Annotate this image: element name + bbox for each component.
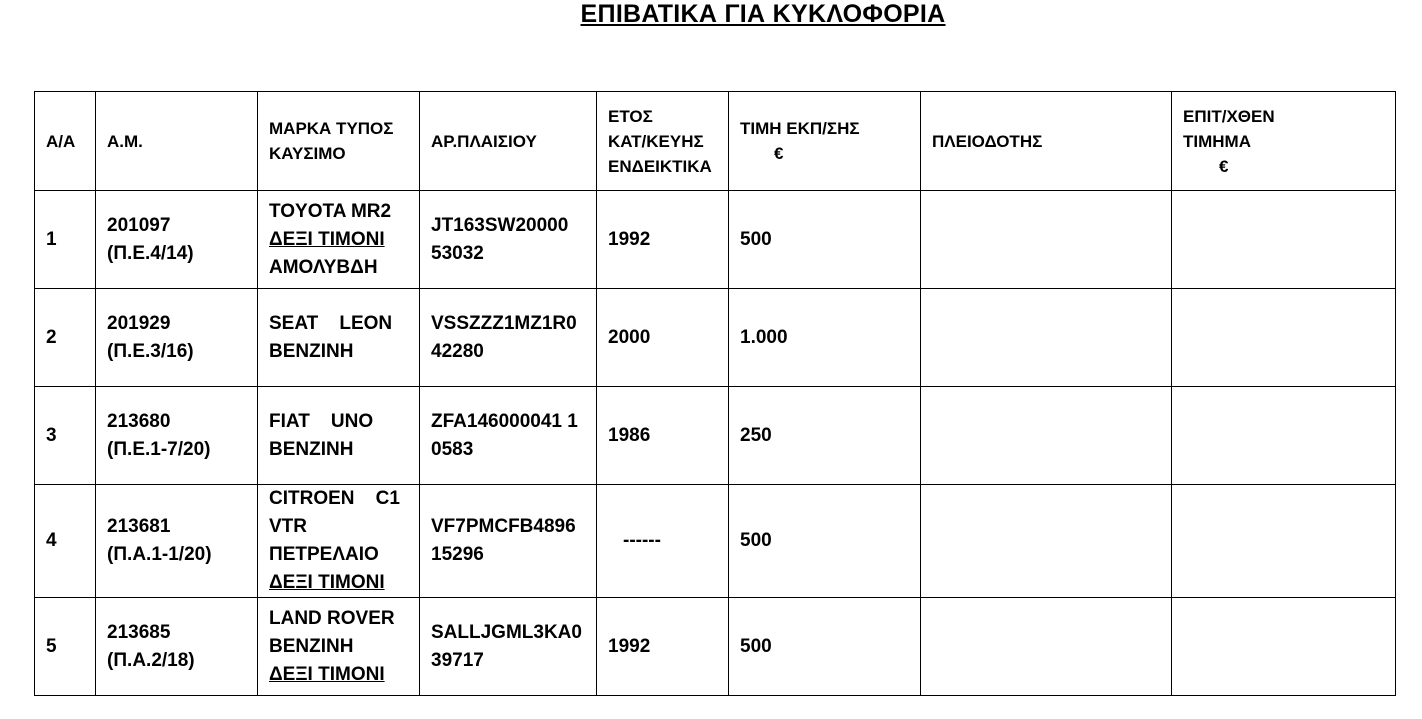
- cell-aa: 1: [35, 191, 96, 289]
- cell-epit: [1172, 191, 1396, 289]
- cell-am: 213685 (Π.Α.2/18): [96, 598, 258, 696]
- cell-plaisio: VF7PMCFB4896 15296: [420, 485, 597, 598]
- cell-marka: TOYOTA MR2 ΔΕΞΙ ΤΙΜΟΝΙ ΑΜΟΛΥΒΔΗ: [258, 191, 420, 289]
- table-row: [35, 289, 1396, 387]
- cell-etos: 1992: [597, 598, 729, 696]
- cell-pleiodotis: [921, 289, 1172, 387]
- cell-pleiodotis: [921, 598, 1172, 696]
- header-epit: ΕΠΙΤ/ΧΘΕΝ ΤΙΜΗΜΑ €: [1172, 92, 1396, 191]
- cell-timi: 250: [729, 387, 921, 485]
- cell-pleiodotis: [921, 387, 1172, 485]
- cell-plaisio: VSSZZZ1MZ1R0 42280: [420, 289, 597, 387]
- header-pleiodotis: ΠΛΕΙΟΔΟΤΗΣ: [921, 92, 1172, 191]
- table-row: [35, 485, 1396, 598]
- table-header-row: [35, 92, 1396, 191]
- header-aa: Α/Α: [35, 92, 96, 191]
- header-marka: ΜΑΡΚΑ ΤΥΠΟΣ ΚΑΥΣΙΜΟ: [258, 92, 420, 191]
- header-plaisio: ΑΡ.ΠΛΑΙΣΙΟΥ: [420, 92, 597, 191]
- cell-am: 201097 (Π.Ε.4/14): [96, 191, 258, 289]
- cell-timi: 500: [729, 191, 921, 289]
- cell-etos: 2000: [597, 289, 729, 387]
- cell-marka: LAND ROVER ΒΕΝΖΙΝΗ ΔΕΞΙ ΤΙΜΟΝΙ: [258, 598, 420, 696]
- cell-marka: SEAT LEON ΒΕΝΖΙΝΗ: [258, 289, 420, 387]
- cell-aa: 2: [35, 289, 96, 387]
- page-title: ΕΠΙΒΑΤΙΚΑ ΓΙΑ ΚΥΚΛΟΦΟΡΙΑ: [580, 0, 946, 28]
- header-am: Α.Μ.: [96, 92, 258, 191]
- cell-etos: 1992: [597, 191, 729, 289]
- cell-am: 201929 (Π.Ε.3/16): [96, 289, 258, 387]
- cell-pleiodotis: [921, 485, 1172, 598]
- cell-epit: [1172, 598, 1396, 696]
- cell-am: 213680 (Π.Ε.1-7/20): [96, 387, 258, 485]
- cell-pleiodotis: [921, 191, 1172, 289]
- cell-aa: 4: [35, 485, 96, 598]
- header-timi: ΤΙΜΗ ΕΚΠ/ΣΗΣ €: [729, 92, 921, 191]
- table-row: [35, 598, 1396, 696]
- cell-plaisio: JT163SW20000 53032: [420, 191, 597, 289]
- cell-aa: 5: [35, 598, 96, 696]
- cell-timi: 500: [729, 598, 921, 696]
- cell-epit: [1172, 289, 1396, 387]
- cell-epit: [1172, 485, 1396, 598]
- cell-aa: 3: [35, 387, 96, 485]
- table-row: [35, 191, 1396, 289]
- cell-etos: 1986: [597, 387, 729, 485]
- vehicles-table: [34, 91, 1396, 696]
- table-row: [35, 387, 1396, 485]
- cell-marka: CITROEN C1 VTR ΠΕΤΡΕΛΑΙΟ ΔΕΞΙ ΤΙΜΟΝΙ: [258, 485, 420, 598]
- cell-etos: ------: [597, 485, 729, 598]
- cell-plaisio: SALLJGML3KA0 39717: [420, 598, 597, 696]
- cell-marka: FIAT UNO ΒΕΝΖΙΝΗ: [258, 387, 420, 485]
- cell-epit: [1172, 387, 1396, 485]
- header-etos: ΕΤΟΣ ΚΑΤ/ΚΕΥΗΣ ΕΝΔΕΙΚΤΙΚΑ: [597, 92, 729, 191]
- cell-timi: 1.000: [729, 289, 921, 387]
- cell-plaisio: ZFA146000041 1 0583: [420, 387, 597, 485]
- cell-am: 213681 (Π.Α.1-1/20): [96, 485, 258, 598]
- cell-timi: 500: [729, 485, 921, 598]
